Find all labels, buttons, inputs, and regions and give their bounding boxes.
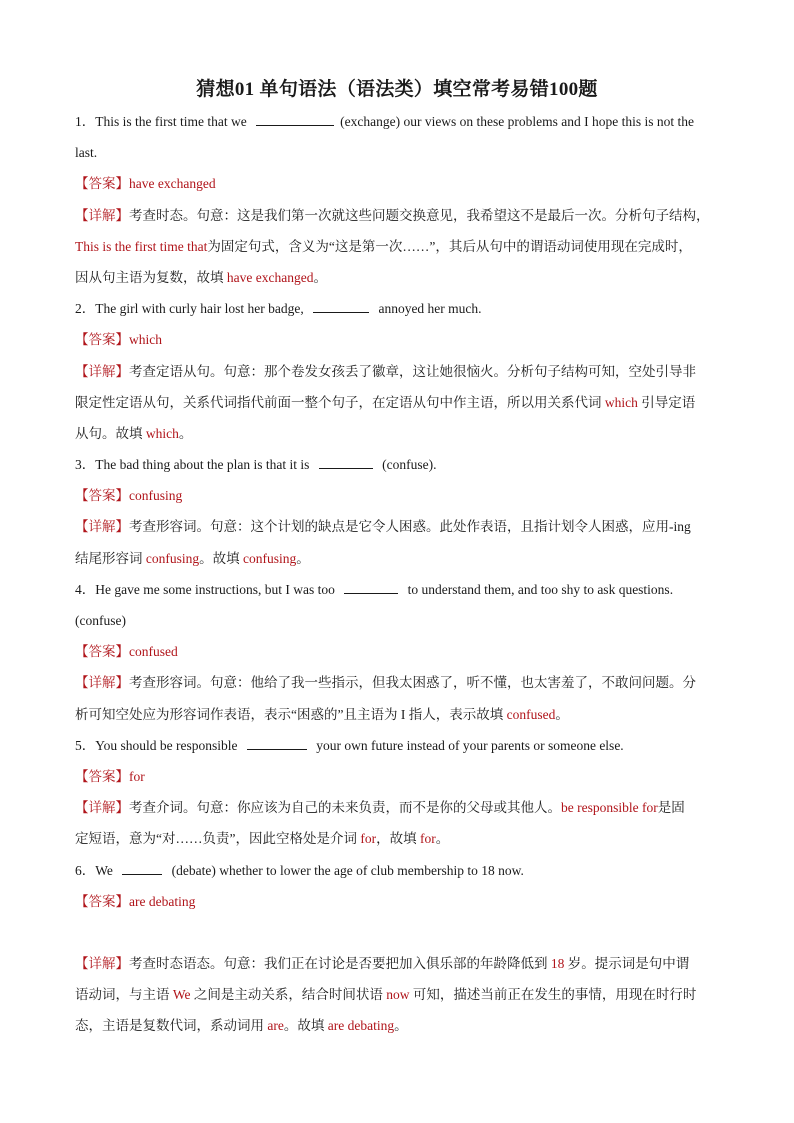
detail-text: 从句。故填 — [75, 425, 146, 441]
detail-text: 。故填 — [283, 1018, 328, 1034]
detail-text: 考查形容词。句意：这个计划的缺点是它令人困惑。此处作表语，且指计划令人困惑，应用-ing — [129, 519, 691, 535]
question-2-detail-cont — [75, 418, 723, 449]
detail-highlight: are — [267, 1018, 284, 1034]
question-6-stem: 6．We — [75, 862, 117, 878]
question-3-blank[interactable] — [319, 454, 373, 469]
question-4-text — [75, 574, 723, 605]
question-1-stem: 1．This is the first time that we — [75, 114, 251, 129]
question-1-blank[interactable] — [256, 111, 334, 126]
detail-highlight: We — [172, 987, 191, 1003]
detail-text: 。 — [313, 269, 327, 285]
answer-label: 【答案】 — [75, 768, 129, 784]
question-3-text — [75, 449, 723, 480]
question-4-detail-cont — [75, 699, 723, 730]
detail-highlight: for — [419, 831, 436, 847]
detail-text: 。 — [394, 1018, 408, 1034]
detail-text: 岁。提示词是句中谓 — [564, 956, 690, 972]
detail-text: 。 — [435, 831, 450, 847]
question-5-answer — [75, 761, 723, 792]
question-6-stem-end: (debate) whether to lower the age of club membership to 18 now. — [168, 862, 524, 878]
question-2-detail — [75, 356, 723, 387]
question-5-stem-end: your own future instead of your parents or someone else. — [312, 737, 624, 753]
detail-text: 语动词，与主语 — [75, 987, 173, 1003]
detail-text: 限定性定语从句，关系代词指代前面一整个句子，在定语从句中作主语，所以用关系代词 — [75, 394, 605, 410]
question-1-detail — [75, 200, 723, 231]
answer-value: for — [129, 768, 145, 784]
detail-label: 【详解】 — [75, 675, 129, 691]
detail-text: 析可知空处应为形容词作表语，表示“困惑的”且主语为 I 指人，表示故填 — [75, 706, 507, 722]
answer-value: have exchanged — [129, 176, 216, 192]
question-5-detail-cont — [75, 823, 723, 854]
page-title: 猜想01 单句语法（语法类）填空常考易错100题 — [196, 79, 598, 100]
answer-value: confused — [129, 644, 178, 660]
detail-highlight: which — [145, 425, 179, 441]
question-3-stem-end: (confuse). — [378, 457, 437, 473]
detail-text: 为固定句式，含义为“这是第一次……”，其后从句中的谓语动词使用现在完成时， — [207, 238, 692, 254]
detail-label: 【详解】 — [75, 956, 129, 972]
detail-text: 定短语，意为“对……负责”，因此空格处是介词 — [75, 831, 361, 847]
question-list — [75, 106, 723, 1042]
detail-highlight: have exchanged — [226, 269, 314, 285]
question-5-blank[interactable] — [247, 735, 307, 750]
detail-text: 考查形容词。句意：他给了我一些指示，但我太困惑了，听不懂，也太害羞了，不敢问问题。分 — [129, 675, 696, 691]
question-4-blank[interactable] — [344, 579, 398, 594]
detail-highlight: be responsible for — [561, 800, 658, 816]
detail-text: 。故填 — [199, 550, 243, 566]
answer-value: which — [129, 332, 162, 348]
detail-text: 因从句主语为复数，故填 — [75, 269, 227, 285]
question-1-answer — [75, 168, 723, 199]
detail-highlight: confusing — [243, 550, 297, 566]
detail-label: 【详解】 — [75, 519, 129, 535]
question-3-detail — [75, 511, 723, 542]
question-4-detail — [75, 667, 723, 698]
question-1-detail-cont — [75, 231, 723, 262]
detail-text: 。 — [296, 550, 310, 566]
detail-text: 。 — [178, 425, 193, 441]
answer-label: 【答案】 — [75, 644, 129, 660]
question-3-detail-cont — [75, 543, 723, 574]
question-2-answer — [75, 324, 723, 355]
question-4-stem-end: to understand them, and too shy to ask questions. — [404, 581, 674, 597]
question-6-answer — [75, 886, 723, 917]
question-6-text — [75, 855, 723, 886]
detail-text: 考查介词。句意：你应该为自己的未来负责，而不是你的父母或其他人。 — [129, 800, 561, 816]
question-1-detail-cont — [75, 262, 723, 293]
detail-highlight: now — [386, 987, 410, 1003]
detail-text: 结尾形容词 — [75, 550, 146, 566]
question-4-stem: 4．He gave me some instructions, but I was too — [75, 581, 339, 597]
detail-text: 考查定语从句。句意：那个卷发女孩丢了徽章，这让她很恼火。分析句子结构可知，空处引导非 — [129, 363, 696, 379]
question-5-stem: 5．You should be responsible — [75, 737, 241, 753]
detail-text: 考查时态语态。句意：我们正在讨论是否要把加入俱乐部的年龄降低到 — [129, 956, 551, 972]
detail-text: 是固 — [657, 800, 685, 816]
detail-highlight: for — [360, 831, 377, 847]
answer-label: 【答案】 — [75, 176, 129, 192]
detail-highlight: are debating — [327, 1018, 395, 1034]
detail-text: 态，主语是复数代词，系动词用 — [75, 1018, 268, 1034]
question-1-text — [75, 106, 723, 137]
question-4-text-cont: (confuse) — [75, 613, 126, 628]
detail-text: 考查时态。句意：这是我们第一次就这些问题交换意见，我希望这不是最后一次。分析句子结构， — [129, 207, 710, 223]
question-2-stem: 2．The girl with curly hair lost her badge, — [75, 301, 308, 317]
detail-label: 【详解】 — [75, 207, 129, 223]
question-3-answer — [75, 480, 723, 511]
detail-highlight: which — [604, 394, 638, 410]
question-4-answer — [75, 636, 723, 667]
detail-highlight: confused — [506, 706, 556, 722]
question-6-blank[interactable] — [122, 860, 162, 875]
question-2-text — [75, 293, 723, 324]
detail-text: 可知，描述当前正在发生的事情，用现在时行时 — [409, 987, 697, 1003]
question-1-text-cont: last. — [75, 145, 98, 161]
question-2-detail-cont — [75, 387, 723, 418]
question-1-stem-end: (exchange) our views on these problems and I hope this is not the — [340, 114, 695, 129]
spacer — [75, 917, 723, 948]
detail-label: 【详解】 — [75, 363, 129, 379]
question-6-detail — [75, 948, 723, 979]
answer-label: 【答案】 — [75, 332, 129, 348]
question-3-stem: 3．The bad thing about the plan is that it is — [75, 457, 313, 473]
answer-value: confusing — [129, 488, 183, 504]
question-5-detail — [75, 792, 723, 823]
detail-text: 引导定语 — [637, 394, 696, 410]
question-2-blank[interactable] — [313, 298, 369, 313]
detail-label: 【详解】 — [75, 800, 129, 816]
question-2-stem-end: annoyed her much. — [375, 301, 482, 317]
question-5-text — [75, 730, 723, 761]
detail-text: 。 — [555, 706, 569, 722]
answer-value: are debating — [129, 893, 196, 909]
answer-label: 【答案】 — [75, 488, 129, 504]
detail-highlight: 18 — [550, 956, 565, 972]
answer-label: 【答案】 — [75, 893, 129, 909]
detail-highlight: This is the first time that — [75, 238, 208, 254]
detail-text: ，故填 — [376, 831, 420, 847]
question-6-detail-cont — [75, 1010, 723, 1041]
detail-highlight: confusing — [145, 550, 200, 566]
question-6-detail-cont — [75, 979, 723, 1010]
detail-text: 之间是主动关系，结合时间状语 — [190, 987, 387, 1003]
